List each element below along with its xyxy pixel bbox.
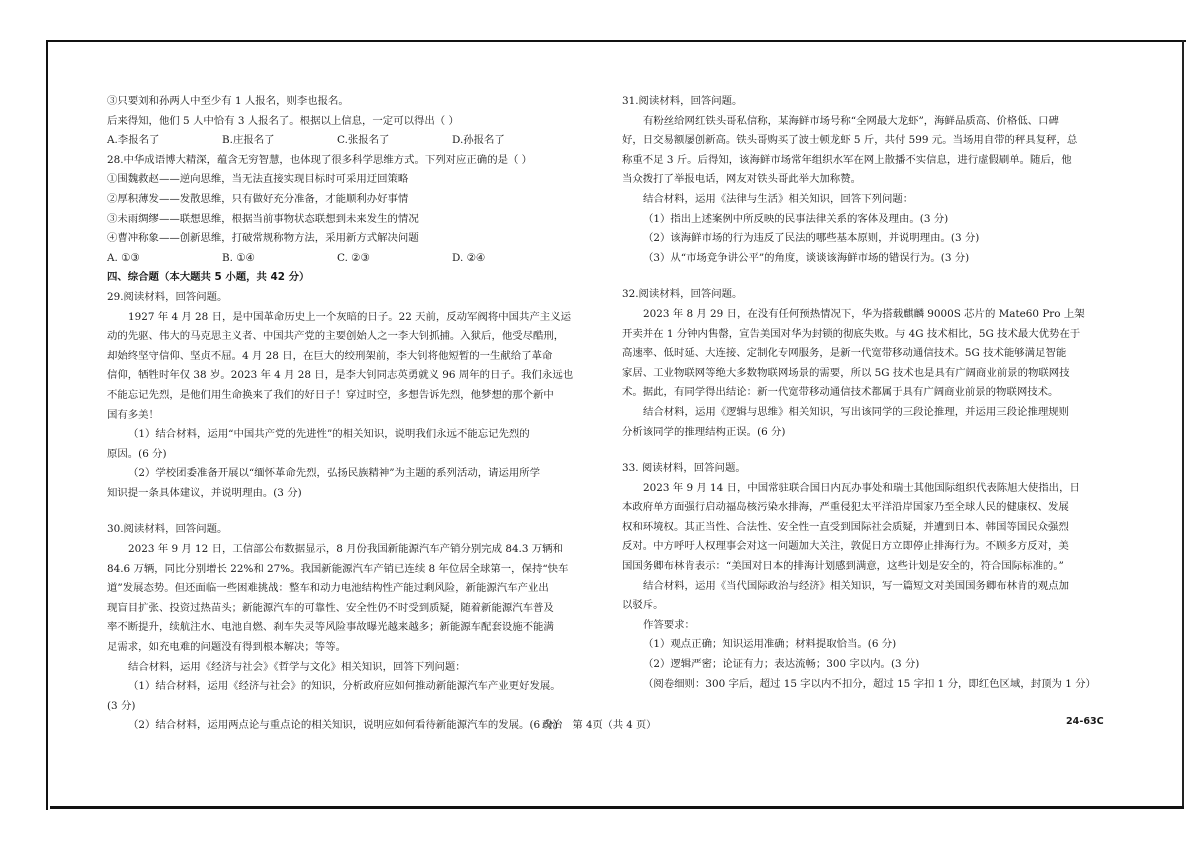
q32-material-line: 开卖并在 1 分钟内售罄，宣告美国对华为封锁的彻底失败。与 4G 技术相比，5G 技术最大优势在于 — [622, 327, 1081, 340]
q30-question-2: （2）结合材料，运用两点论与重点论的相关知识，说明应如何看待新能源汽车的发展。(6 分) — [128, 719, 558, 732]
q30-material-line: 道”发展态势。但还面临一些困难挑战：整车和动力电池结构性产能过剩风险，新能源汽车产业出 — [107, 582, 549, 595]
q29-material-line: 不能忘记先烈，是他们用生命换来了我们的好日子！穿过时空，多想告诉先烈，他梦想的那个新中 — [107, 388, 554, 401]
q32-question: 分析该同学的推理结构正误。(6 分) — [622, 425, 786, 438]
q32-question: 结合材料，运用《逻辑与思维》相关知识，写出该同学的三段论推理，并运用三段论推理规则 — [643, 405, 1070, 418]
q33-question: 以驳斥。 — [622, 599, 664, 612]
q30-prompt: 结合材料，运用《经济与社会》《哲学与文化》相关知识，回答下列问题： — [128, 660, 466, 673]
q29-material-line: 信仰，牺牲时年仅 38 岁。2023 年 4 月 28 日，是李大钊同志英勇就义 96 周年的日子。我们永远也 — [107, 369, 574, 382]
q27-stem: 后来得知，他们 5 人中恰有 3 人报名了。根据以上信息，一定可以得出（ ） — [107, 114, 459, 127]
q31-material-line: 好，日交易额屡创新高。铁头哥购买了波士顿龙虾 5 斤，共付 599 元。当场用自带的秤具复秤，总 — [622, 134, 1078, 147]
q32-material-line: 2023 年 8 月 29 日，在没有任何预热情况下，华为搭载麒麟 9000S 芯片的 Mate60 Pro 上架 — [643, 307, 1085, 320]
q29-question-1: 原因。(6 分) — [107, 447, 167, 460]
q29-material-line: 国有多美！ — [107, 408, 159, 421]
q33-question: 结合材料，运用《当代国际政治与经济》相关知识，写一篇短文对美国国务卿布林肯的观点加 — [643, 579, 1070, 592]
q33-title: 33. 阅读材料，回答问题。 — [622, 462, 746, 475]
q28-option-b: B. ①④ — [222, 251, 255, 264]
page-border-left — [46, 40, 48, 810]
q27-option-b: B.庄报名了 — [222, 134, 275, 147]
q32-material-line: 家居、工业物联网等绝大多数物联网场景的需要，所以 5G 技术也是具有广阔商业前景的物联网技 — [622, 366, 1070, 379]
q31-title: 31.阅读材料，回答问题。 — [622, 95, 743, 107]
q28-item: ①围魏救赵——逆向思维，当无法直接实现目标时可采用迂回策略 — [107, 173, 409, 186]
q32-title: 32.阅读材料，回答问题。 — [622, 288, 743, 301]
q28-item: ②厚积薄发——发散思维，只有做好充分准备，才能顺利办好事情 — [107, 192, 409, 205]
q29-question-2: （2）学校团委准备开展以“缅怀革命先烈，弘扬民族精神”为主题的系列活动，请运用所学 — [128, 467, 541, 480]
q29-title: 29.阅读材料，回答问题。 — [107, 290, 228, 303]
q27-option-a: A.李报名了 — [107, 134, 160, 147]
q31-question-1: （1）指出上述案例中所反映的民事法律关系的客体及理由。(3 分) — [643, 212, 949, 225]
q30-material-line: 率不断提升，续航注水、电池自燃、刹车失灵等风险事故曝光越来越多；新能源车配套设施不能满 — [107, 621, 554, 634]
q33-material-line: 本政府单方面强行启动福岛核污染水排海，严重侵犯太平洋沿岸国家乃至全球人民的健康权、发展 — [622, 501, 1069, 514]
q30-question-1: (3 分) — [107, 699, 136, 712]
q28-options — [107, 249, 584, 269]
q28-item: ③未雨绸缪——联想思维，根据当前事物状态联想到未来发生的情况 — [107, 212, 419, 225]
q29-material-line: 动的先驱、伟大的马克思主义者、中国共产党的主要创始人之一李大钊抓捕。入狱后，他受尽酷刑， — [107, 330, 565, 343]
q28-stem: 28.中华成语博大精深，蕴含无穷智慧，也体现了很多科学思维方式。下列对应正确的是（ ） — [107, 153, 533, 166]
q27-condition-3: ③只要刘和孙两人中至少有 1 人报名，则李也报名。 — [107, 95, 349, 107]
q27-options — [107, 131, 584, 151]
left-column — [107, 92, 584, 736]
q31-material-line: 有粉丝给网红铁头哥私信称，某海鲜市场号称“全网最大龙虾”，海鲜品质高、价格低、口碑 — [643, 114, 1059, 127]
q29-material-line: 1927 年 4 月 28 日，是中国革命历史上一个灰暗的日子。22 天前，反动军阀将中国共产主义运 — [128, 310, 571, 323]
q32-material-line: 术。据此，有同学得出结论：新一代宽带移动通信技术都属于具有广阔商业前景的物联网技术。 — [622, 386, 1059, 399]
q33-material-line: 国国务卿布林肯表示：“美国对日本的排海计划感到满意，这些计划是安全的，符合国际标准的。” — [622, 560, 1064, 573]
q28-option-d: D. ②④ — [452, 251, 486, 264]
exam-code: 24-63C — [1066, 716, 1104, 727]
q29-question-1: （1）结合材料，运用“中国共产党的先进性”的相关知识，说明我们永远不能忘记先烈的 — [128, 428, 530, 441]
q33-grading-note: （阅卷细则：300 字后，超过 15 字以内不扣分，超过 15 字扣 1 分，即红色区域，封顶为 1 分） — [643, 677, 1096, 690]
q28-option-c: C. ②③ — [337, 251, 370, 264]
q33-requirements-title: 作答要求： — [643, 618, 695, 631]
page-footer: 政治 第 4页（共 4 页） — [542, 720, 657, 731]
section-title: 四、综合题（本大题共 5 小题，共 42 分） — [107, 271, 310, 284]
q31-question-3: （3）从“市场竞争讲公平”的角度，谈谈该海鲜市场的错误行为。(3 分) — [643, 251, 970, 264]
q27-option-d: D.孙报名了 — [452, 134, 505, 147]
right-column — [622, 92, 1100, 694]
q33-requirement: （1）观点正确；知识运用准确；材料提取恰当。(6 分) — [643, 638, 897, 651]
q29-question-2: 知识提一条具体建议，并说明理由。(3 分) — [107, 486, 302, 499]
q31-prompt: 结合材料，运用《法律与生活》相关知识，回答下列问题： — [643, 192, 914, 205]
page-border-top — [46, 40, 1186, 42]
q28-option-a: A. ①③ — [107, 251, 140, 264]
q30-title: 30.阅读材料，回答问题。 — [107, 523, 228, 536]
q30-material-line: 2023 年 9 月 12 日，工信部公布数据显示，8 月份我国新能源汽车产销分别完成 84.3 万辆和 — [128, 543, 563, 556]
q30-material-line: 84.6 万辆，同比分别增长 22%和 27%。我国新能源汽车产销已连续 8 年位居全球第一，保持“快车 — [107, 562, 569, 575]
q33-material-line: 2023 年 9 月 14 日，中国常驻联合国日内瓦办事处和瑞士其他国际组织代表陈旭大使指出，日 — [643, 481, 1080, 494]
q28-item: ④曹冲称象——创新思维，打破常规称物方法，采用新方式解决问题 — [107, 232, 419, 245]
q30-material-line: 足需求，如充电难的问题没有得到根本解决；等等。 — [107, 641, 346, 654]
q33-requirement: （2）逻辑严密；论证有力；表达流畅；300 字以内。(3 分) — [643, 658, 920, 671]
q32-material-line: 高速率、低时延、大连接、定制化专网服务，是新一代宽带移动通信技术。5G 技术能够满足智能 — [622, 347, 1067, 360]
q30-material-line: 现盲目扩张、投资过热苗头；新能源汽车的可靠性、安全性仍不时受到质疑，随着新能源汽车普及 — [107, 601, 554, 614]
q31-question-2: （2）该海鲜市场的行为违反了民法的哪些基本原则，并说明理由。(3 分) — [643, 232, 980, 245]
page-border-right — [1182, 40, 1184, 808]
q31-material-line: 称重不足 3 斤。后得知，该海鲜市场常年组织水军在网上散播不实信息，进行虚假刷单。随后，他 — [622, 153, 1072, 166]
q31-material-line: 当众拨打了举报电话，网友对铁头哥此举大加称赞。 — [622, 173, 861, 186]
q29-material-line: 却始终坚守信仰、坚贞不屈。4 月 28 日，在巨大的绞刑架前，李大钊将他短暂的一生献给了革命 — [107, 349, 553, 362]
q27-option-c: C.张报名了 — [337, 134, 390, 147]
q30-question-1: （1）结合材料，运用《经济与社会》的知识，分析政府应如何推动新能源汽车产业更好发展。 — [128, 680, 561, 693]
page-border-bottom — [50, 806, 1184, 809]
q33-material-line: 权和环境权。其正当性、合法性、安全性一直受到国际社会质疑，并遭到日本、韩国等国民众强烈 — [622, 520, 1069, 533]
q33-material-line: 反对。中方呼吁人权理事会对这一问题加大关注，敦促日方立即停止排海行为。不顾多方反对，美 — [622, 540, 1069, 553]
